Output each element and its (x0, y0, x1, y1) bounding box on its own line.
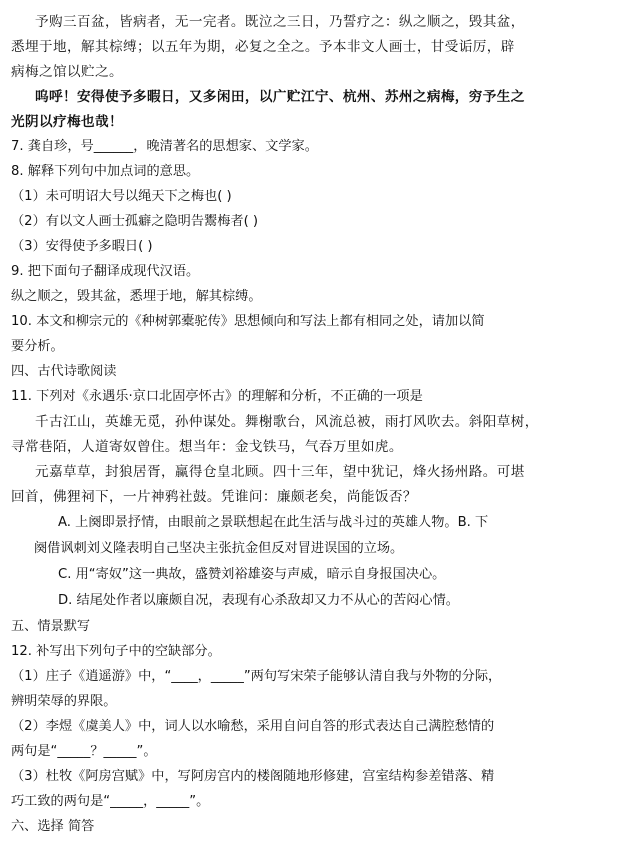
section-6-title: 六、选择 简答 (11, 819, 95, 834)
passage-line: 光阴以疗梅也哉！ (11, 114, 123, 130)
question-10-cont: 要分析。 (11, 339, 64, 354)
passage-line: 悉埋于地，解其棕缚；以五年为期，必复之全之。予本非文人画士，甘受诟厉，辟 (11, 39, 515, 55)
question-8-item-1: （1）未可明诏大号以绳天下之梅也( ) (11, 189, 232, 204)
question-7: 7. 龚自珍，号______，晚清著名的思想家、文学家。 (11, 139, 318, 154)
question-10: 10. 本文和柳宗元的《种树郭橐驼传》思想倾向和写法上都有相同之处，请加以简 (11, 314, 485, 329)
option-a-b: A. 上阕即景抒情，由眼前之景联想起在此生活与战斗过的英雄人物。B. 下 (58, 515, 489, 530)
option-d: D. 结尾处作者以廉颇自况，表现有心杀敌却又力不从心的苦闷心情。 (58, 593, 459, 608)
question-12-item-1-cont: 辨明荣辱的界限。 (11, 694, 117, 709)
poem-line: 寻常巷陌，人道寄奴曾住。想当年：金戈铁马，气吞万里如虎。 (11, 439, 403, 455)
question-8-item-2: （2）有以文人画士孤癖之隐明告鬻梅者( ) (11, 214, 259, 229)
poem-line: 回首，佛狸祠下，一片神鸦社鼓。凭谁问：廉颇老矣，尚能饭否？ (11, 489, 417, 505)
question-12-item-3: （3）杜牧《阿房宫赋》中，写阿房宫内的楼阁随地形修建，宫室结构参差错落、精 (11, 769, 495, 784)
question-8-item-3: （3）安得使予多暇日( ) (11, 239, 153, 254)
option-b-cont: 阕借讽刺刘义隆表明自己坚决主张抗金但反对冒进误国的立场。 (34, 541, 404, 556)
question-12-item-1: （1）庄子《逍遥游》中，“____，_____”两句写宋荣子能够认清自我与外物的分际， (11, 669, 502, 684)
poem-line: 元嘉草草，封狼居胥，赢得仓皇北顾。四十三年，望中犹记，烽火扬州路。可堪 (35, 464, 525, 480)
section-5-title: 五、情景默写 (11, 619, 91, 634)
question-9-text: 纵之顺之，毁其盆，悉埋于地，解其棕缚。 (11, 289, 262, 304)
passage-line: 病梅之馆以贮之。 (11, 64, 123, 80)
passage-line: 呜呼！安得使予多暇日，又多闲田，以广贮江宁、杭州、苏州之病梅，穷予生之 (35, 89, 525, 105)
question-12-item-3-cont: 巧工致的两句是“_____，_____”。 (11, 794, 210, 809)
section-4-title: 四、古代诗歌阅读 (11, 364, 117, 379)
question-12-item-2-cont: 两句是“_____？_____”。 (11, 744, 157, 759)
option-c: C. 用“寄奴”这一典故，盛赞刘裕雄姿与声威，暗示自身报国决心。 (58, 567, 446, 582)
question-12: 12. 补写出下列句子中的空缺部分。 (11, 644, 221, 659)
question-12-item-2: （2）李煜《虞美人》中，词人以水喻愁，采用自问自答的形式表达自己满腔愁情的 (11, 719, 495, 734)
question-8: 8. 解释下列句中加点词的意思。 (11, 164, 200, 179)
passage-line: 予购三百盆，皆病者，无一完者。既泣之三日，乃誓疗之：纵之顺之，毁其盆， (35, 14, 525, 30)
question-9: 9. 把下面句子翻译成现代汉语。 (11, 264, 200, 279)
question-11: 11. 下列对《永遇乐·京口北固亭怀古》的理解和分析，不正确的一项是 (11, 389, 423, 404)
poem-line: 千古江山，英雄无觅，孙仲谋处。舞榭歌台，风流总被，雨打风吹去。斜阳草树， (35, 414, 539, 430)
